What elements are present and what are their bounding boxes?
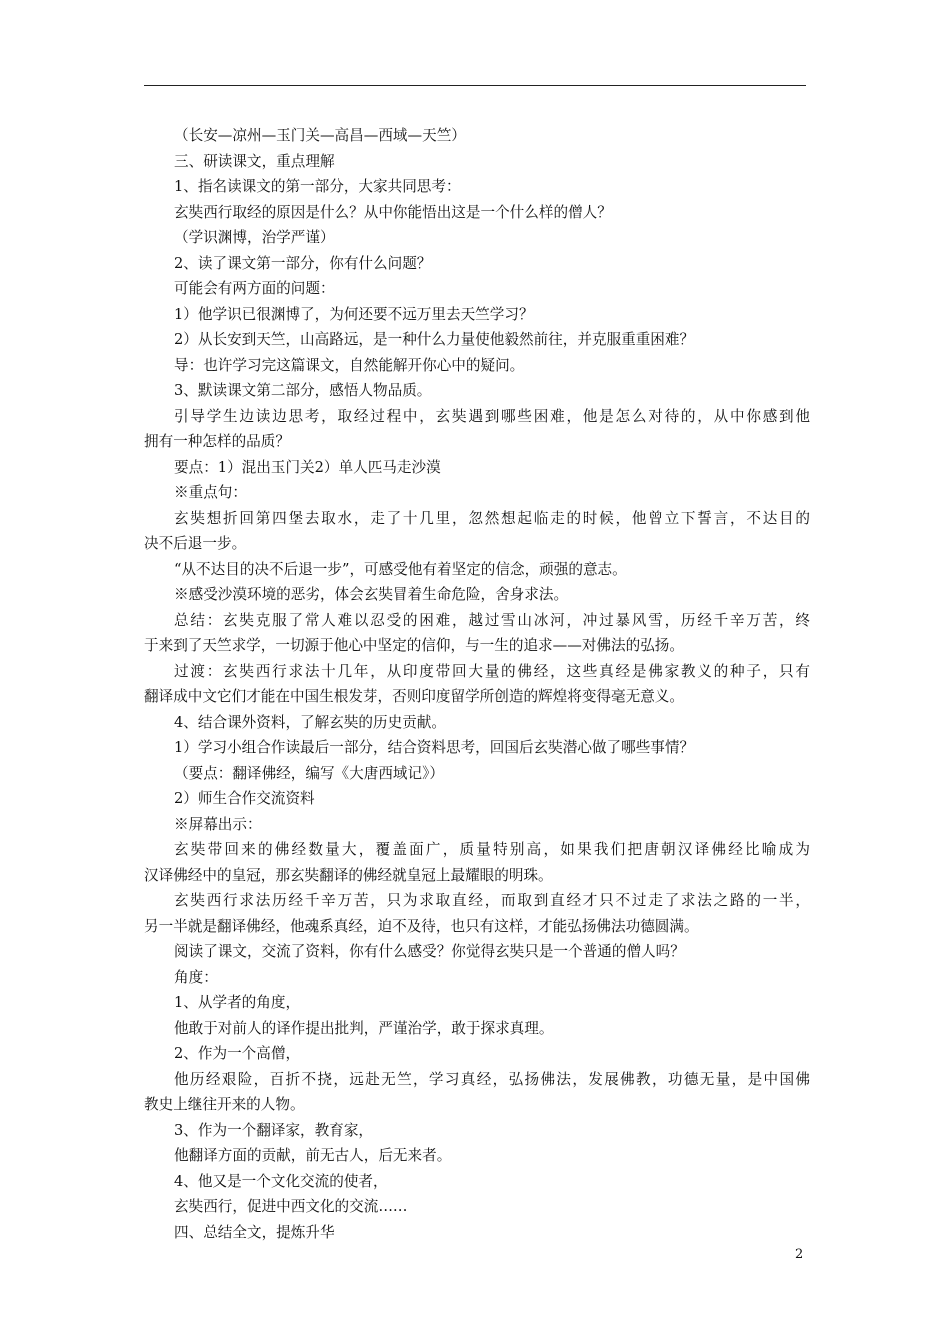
text-line: 引导学生边读边思考，取经过程中，玄奘遇到哪些困难，他是怎么对待的，从中你感到他 — [174, 407, 810, 425]
text-line: ※重点句： — [174, 484, 247, 501]
text-line: （学识渊博，治学严谨） — [174, 229, 335, 246]
text-line: 2）师生合作交流资料 — [174, 790, 315, 807]
text-line: 过渡：玄奘西行求法十几年，从印度带回大量的佛经，这些真经是佛家教义的种子，只有 — [174, 662, 810, 680]
page-number: 2 — [795, 1247, 804, 1262]
text-line: 阅读了课文，交流了资料，你有什么感受？你觉得玄奘只是一个普通的僧人吗？ — [174, 943, 685, 960]
text-line: 2、读了课文第一部分，你有什么问题？ — [174, 254, 432, 272]
text-line: 导：也许学习完这篇课文，自然能解开你心中的疑问。 — [174, 356, 525, 374]
text-line: （长安—凉州—玉门关—高昌—西域—天竺） — [174, 127, 466, 144]
header-rule — [144, 85, 806, 86]
text-line: 翻译成中文它们才能在中国生根发芽，否则印度留学所创造的辉煌将变得毫无意义。 — [144, 688, 684, 705]
text-line: 玄奘西行，促进中西文化的交流…… — [174, 1198, 408, 1215]
text-line: 1）他学识已很渊博了，为何还要不远万里去天竺学习？ — [174, 305, 534, 323]
text-line: 4、结合课外资料，了解玄奘的历史贡献。 — [174, 713, 446, 731]
text-line: 2、作为一个高僧， — [174, 1045, 301, 1062]
text-line: 拥有一种怎样的品质？ — [144, 433, 290, 450]
text-line: 要点：1）混出玉门关2）单人匹马走沙漠 — [174, 458, 441, 476]
text-line: 另一半就是翻译佛经，他魂系真经，迫不及待，也只有这样，才能弘扬佛法功德圆满。 — [144, 917, 699, 935]
text-line: 总结：玄奘克服了常人难以忍受的困难，越过雪山冰河，冲过暴风雪，历经千辛万苦，终 — [174, 611, 810, 629]
text-line: （要点：翻译佛经，编写《大唐西域记》） — [174, 764, 444, 782]
text-line: 于来到了天竺求学，一切源于他心中坚定的信仰，与一生的追求——对佛法的弘扬。 — [144, 637, 684, 654]
text-line: “从不达目的决不后退一步”，可感受他有着坚定的信念，顽强的意志。 — [174, 560, 627, 578]
text-line: 1、指名读课文的第一部分，大家共同思考： — [174, 178, 461, 195]
text-line: 决不后退一步。 — [144, 535, 247, 552]
text-line: 玄奘西行取经的原因是什么？从中你能悟出这是一个什么样的僧人？ — [174, 203, 612, 221]
text-line: 角度： — [174, 968, 218, 986]
document-body — [144, 123, 810, 1245]
text-line: 四、总结全文，提炼升华 — [174, 1223, 335, 1241]
text-line: 玄奘带回来的佛经数量大，覆盖面广，质量特别高，如果我们把唐朝汉译佛经比喻成为 — [174, 841, 810, 858]
text-line: 1）学习小组合作读最后一部分，结合资料思考，回国后玄奘潜心做了哪些事情？ — [174, 739, 695, 756]
text-line: 他翻译方面的贡献，前无古人，后无来者。 — [174, 1147, 452, 1164]
text-line: 玄奘西行求法历经千辛万苦，只为求取直经，而取到直经才只不过走了求法之路的一半， — [174, 892, 810, 909]
text-line: 教史上继往开来的人物。 — [144, 1096, 305, 1113]
text-line: 玄奘想折回第四堡去取水，走了十几里，忽然想起临走的时候，他曾立下誓言，不达目的 — [174, 509, 810, 527]
text-line: 3、作为一个翻译家，教育家， — [174, 1121, 374, 1139]
text-line: 3、默读课文第二部分，感悟人物品质。 — [174, 382, 432, 399]
text-line: 汉译佛经中的皇冠，那玄奘翻译的佛经就皇冠上最耀眼的明珠。 — [144, 866, 553, 884]
text-line: 他敢于对前人的译作提出批判，严谨治学，敢于探求真理。 — [174, 1019, 554, 1037]
text-line: 可能会有两方面的问题： — [174, 280, 335, 297]
text-line: 1、从学者的角度， — [174, 994, 301, 1011]
text-line: 三、研读课文，重点理解 — [174, 152, 335, 170]
text-line: 他历经艰险，百折不挠，远赴无竺，学习真经，弘扬佛法，发展佛教，功德无量，是中国佛 — [174, 1070, 810, 1088]
text-line: 2）从长安到天竺，山高路远，是一种什么力量使他毅然前往，并克服重重困难？ — [174, 331, 695, 348]
text-line: ※感受沙漠环境的恶劣，体会玄奘冒着生命危险，舍身求法。 — [174, 586, 569, 603]
text-line: ※屏幕出示： — [174, 815, 262, 833]
text-line: 4、他又是一个文化交流的使者， — [174, 1172, 388, 1190]
